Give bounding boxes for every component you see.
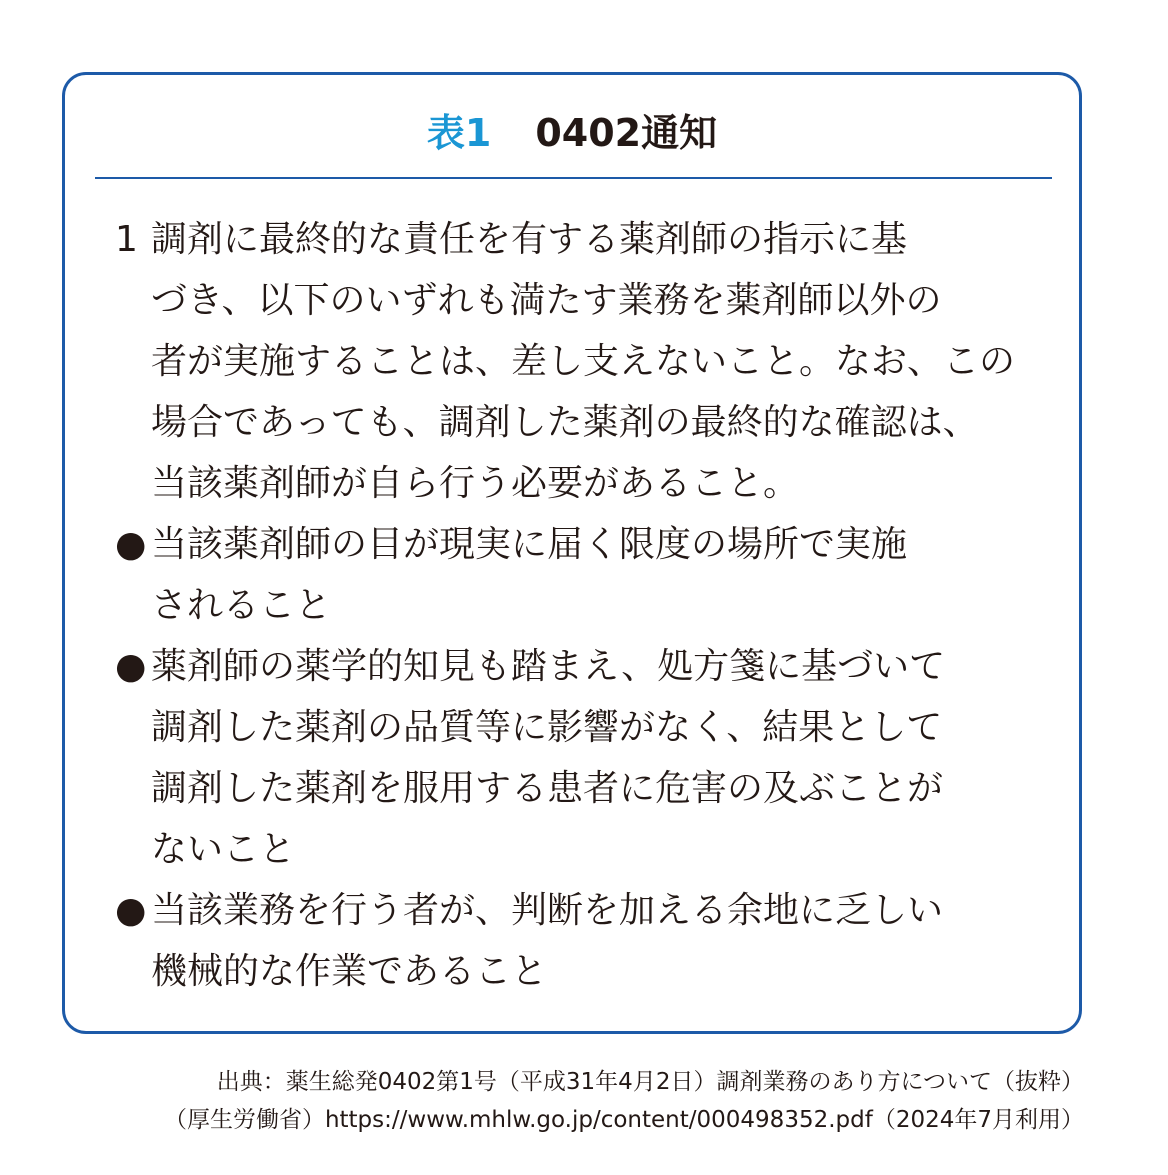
list-item [115, 880, 1050, 1002]
source-line: （厚生労働省）https://www.mhlw.go.jp/content/000498352.pdf（2024年7月利用） [163, 1107, 1084, 1133]
item-line: 薬剤師の薬学的知見も踏まえ、処方箋に基づいて [151, 646, 946, 687]
bullet-icon: ● [115, 646, 147, 687]
item-line: ないこと [151, 829, 296, 870]
item-line: 当該薬剤師の目が現実に届く限度の場所で実施 [151, 524, 908, 565]
item-line: 機械的な作業であること [151, 951, 548, 992]
bullet-icon: ● [115, 890, 147, 931]
source-line: 出典：薬生総発0402第1号（平成31年4月2日）調剤業務のあり方について（抜粋） [216, 1069, 1084, 1095]
notice-box [62, 72, 1082, 1034]
item-line: 調剤した薬剤の品質等に影響がなく、結果として [151, 707, 943, 748]
item-line: 当該業務を行う者が、判断を加える余地に乏しい [151, 890, 944, 931]
table-title-text: 0402通知 [535, 111, 718, 155]
notice-content [115, 209, 1050, 1002]
item-line: 者が実施することは、差し支えないこと。なお、この [151, 341, 1016, 382]
item-line: 調剤した薬剤を服用する患者に危害の及ぶことが [151, 768, 944, 809]
table-title [65, 105, 1079, 161]
title-divider [95, 177, 1052, 179]
item-line: 調剤に最終的な責任を有する薬剤師の指示に基 [151, 219, 908, 260]
item-line: づき、以下のいずれも満たす業務を薬剤師以外の [151, 280, 942, 321]
item-line: 場合であっても、調剤した薬剤の最終的な確認は、 [151, 402, 979, 443]
list-item [115, 636, 1050, 880]
item-line: 当該薬剤師が自ら行う必要があること。 [151, 463, 800, 504]
table-label: 表1 [426, 111, 492, 155]
source-citation [164, 1063, 1084, 1139]
bullet-icon: ● [115, 524, 147, 565]
item-number: 1 [115, 219, 138, 260]
item-line: されること [151, 585, 332, 626]
list-item [115, 514, 1050, 636]
list-item [115, 209, 1050, 514]
